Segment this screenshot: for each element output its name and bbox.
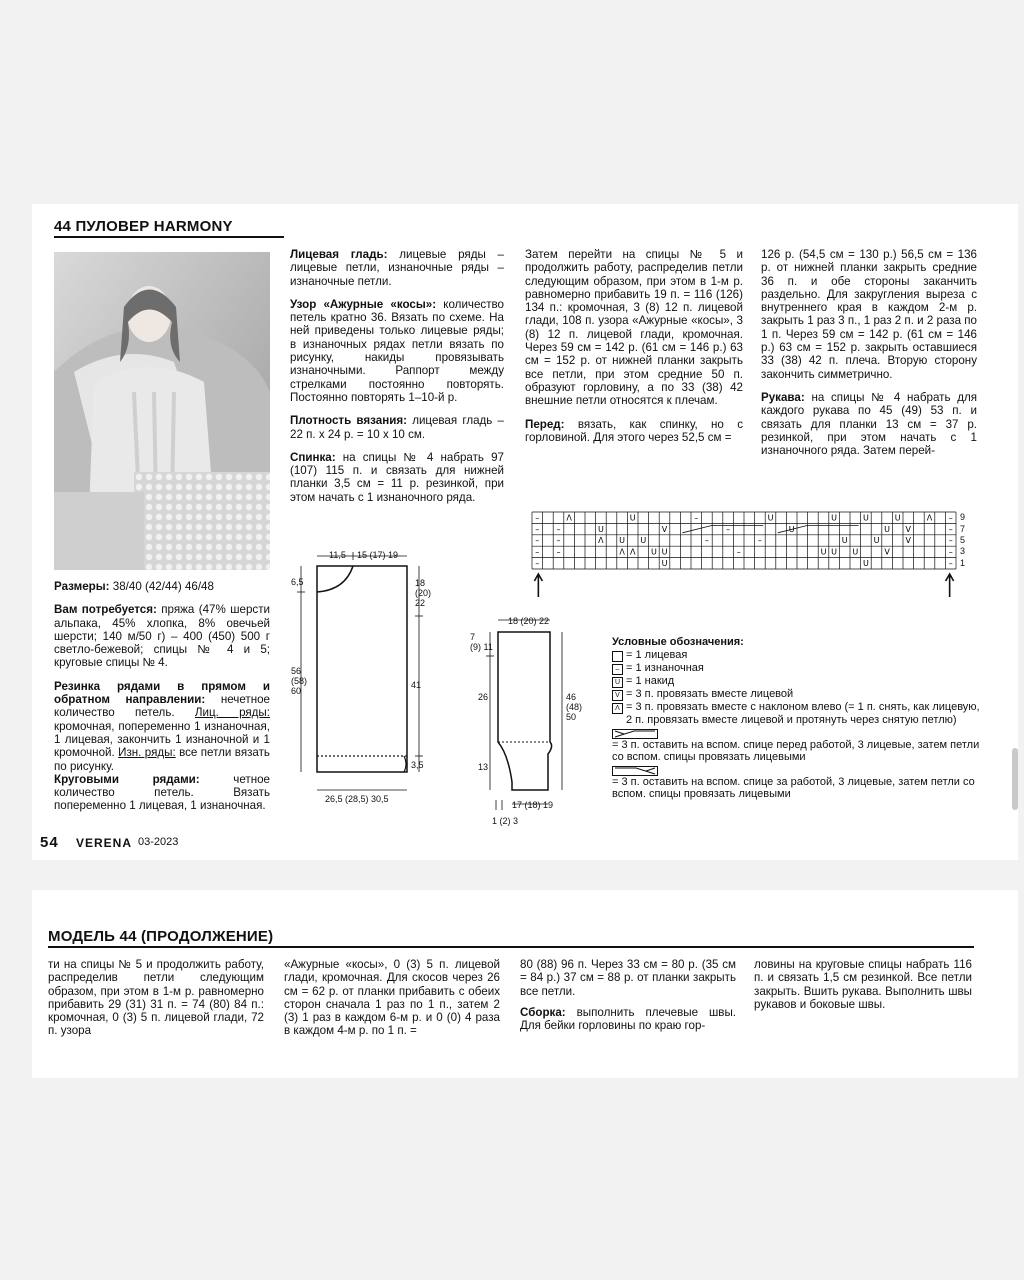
chart-stitch-symbol: – bbox=[704, 536, 709, 546]
back-left-total: 56 (58) 60 bbox=[291, 666, 308, 696]
chart-stitch-symbol: U bbox=[884, 524, 891, 534]
chart-stitch-symbol: – bbox=[535, 559, 540, 568]
chart-stitch-symbol: Λ bbox=[619, 547, 625, 557]
chart-stitch-symbol: U bbox=[862, 513, 869, 523]
back-top-left: 11,5 bbox=[329, 550, 346, 560]
cont-column-2: «Ажурные «косы», 0 (3) 5 п. лицевой глади, кромочная. Для скосов через 26 см = 62 р. от планки прибавить с обеих сторон сначала 1 раз по 1 п., затем 2 (3) 1 раз в каждом 6-м р. и 0 (0) 4 раза в каждом 4-м р. по 1 п. = bbox=[284, 958, 500, 1038]
legend-text: = 1 изнаночная bbox=[626, 661, 704, 674]
chart-stitch-symbol: – bbox=[948, 547, 953, 557]
chart-stitch-symbol: – bbox=[694, 513, 699, 523]
chart-stitch-symbol: U bbox=[640, 536, 647, 546]
issue-number: 03-2023 bbox=[138, 836, 179, 848]
chart-stitch-symbol: V bbox=[884, 547, 890, 557]
legend-symbol-icon: Λ bbox=[612, 703, 623, 714]
legend-cable-2: = 3 п. оставить на вспом. спице за работой, 3 лицевые, затем петли со вспом. спицы провязать лицевыми bbox=[612, 775, 975, 800]
assembly-label: Сборка: bbox=[520, 1005, 566, 1019]
chart-stitch-symbol: U bbox=[661, 559, 668, 568]
chart-stitch-symbol: V bbox=[661, 524, 668, 534]
legend bbox=[612, 636, 982, 801]
chart-stitch-symbol: Λ bbox=[598, 536, 604, 546]
model-photo bbox=[54, 252, 270, 570]
density-text: лицевая гладь – 22 п. х 24 р. = 10 х 10 см. bbox=[290, 414, 504, 441]
back-text: на спицы № 4 набрать 97 (107) 115 п. и связать для нижней планки 3,5 см = 11 р. резинкой, при этом начать с 1 изнаночного ряда. bbox=[290, 450, 504, 504]
scrollbar[interactable] bbox=[1012, 748, 1018, 810]
page-title: 44 ПУЛОВЕР HARMONY bbox=[54, 218, 233, 235]
cable-left-icon bbox=[612, 729, 658, 739]
chart-stitch-symbol: U bbox=[661, 547, 668, 557]
sizes-label: Размеры: bbox=[54, 580, 110, 593]
legend-title: Условные обозначения: bbox=[612, 636, 744, 648]
chart-row-1: 1 bbox=[960, 558, 966, 568]
chart-stitch-symbol: Λ bbox=[629, 547, 636, 557]
column-3 bbox=[525, 248, 743, 454]
back-neck-side: 6,5 bbox=[291, 577, 304, 587]
legend-text: = 3 п. провязать вместе с наклоном влево (= 1 п. снять, как лицевую, 2 п. провязать вместе лицевой и протянуть через снятую петлю) bbox=[626, 700, 980, 726]
chart-stitch-symbol: U bbox=[831, 547, 838, 557]
pattern-label: Узор «Ажурные «косы»: bbox=[290, 297, 437, 311]
density-label: Плотность вязания: bbox=[290, 414, 407, 428]
chart-stitch-symbol: – bbox=[556, 536, 561, 546]
sleeve-bottom-small: 1 (2) 3 bbox=[492, 816, 519, 826]
chart-stitch-symbol: Λ bbox=[926, 513, 933, 523]
chart-stitch-symbol: U bbox=[650, 547, 657, 557]
stockinette-label: Лицевая гладь: bbox=[290, 248, 388, 261]
back-bottom: 26,5 (28,5) 30,5 bbox=[325, 794, 389, 804]
sleeve-left-top: 7 (9) 11 bbox=[470, 632, 493, 652]
chart-grid bbox=[532, 512, 956, 569]
chart-stitch-symbol: U bbox=[597, 524, 604, 534]
continuation-rule bbox=[48, 946, 974, 948]
sleeve-right-total: 46 (48) 50 bbox=[566, 692, 583, 722]
back-schematic bbox=[287, 544, 437, 814]
page-number: 54 bbox=[40, 834, 59, 851]
chart-stitch-symbol: U bbox=[873, 536, 880, 546]
chart-stitch-symbol: – bbox=[556, 524, 561, 534]
legend-text: = 1 накид bbox=[626, 674, 675, 687]
chart-stitch-symbol: – bbox=[948, 536, 953, 546]
legend-symbol-icon: V bbox=[612, 690, 623, 701]
sleeve-label: Рукава: bbox=[761, 390, 805, 404]
magazine-name: VERENA bbox=[76, 836, 133, 850]
chart-stitch-symbol: U bbox=[820, 547, 827, 557]
stockinette-text: лицевые ряды – лицевые петли, изнаночные ряды – изнаночные петли. bbox=[290, 248, 504, 288]
legend-symbol-icon bbox=[612, 651, 623, 662]
legend-item bbox=[612, 649, 982, 662]
chart-row-3: 3 bbox=[960, 546, 966, 556]
chart-stitch-symbol: U bbox=[619, 536, 626, 546]
legend-item bbox=[612, 675, 982, 688]
magazine-page-2 bbox=[32, 890, 1018, 1078]
chart-stitch-symbol: – bbox=[556, 547, 561, 557]
back-right-upper: 18 (20) 22 bbox=[415, 578, 432, 608]
chart-stitch-symbol: U bbox=[767, 513, 774, 523]
continuation-title: МОДЕЛЬ 44 (ПРОДОЛЖЕНИЕ) bbox=[48, 928, 274, 945]
round-text: четное количество петель. Вязать попеременно 1 лицевая, 1 изнаночная. bbox=[54, 772, 270, 813]
chart-stitch-symbol: U bbox=[831, 513, 838, 523]
chart-stitch-symbol: U bbox=[894, 513, 901, 523]
sleeve-schematic bbox=[450, 604, 598, 829]
chart-stitch-symbol: – bbox=[736, 547, 741, 557]
chart-stitch-symbol: U bbox=[788, 524, 795, 534]
legend-item bbox=[612, 688, 982, 701]
chart-stitch-symbol: – bbox=[535, 536, 540, 546]
chart-stitch-symbol: – bbox=[948, 524, 953, 534]
rib-wrong-text: все петли вязать по рисунку. bbox=[54, 746, 270, 773]
col3-text: Затем перейти на спицы № 5 и продолжить работу, распределив петли следующим образом, при этом в 1-м р. равномерно прибавить 19 п. = 116 (126) 134 п.: кромочная, 3 (8) 12 п. лицевой глади, 108 п. узора «Ажурные «косы», 3 (8) 12 п. лицевой глади, кромочная. Через 59 см = 142 р. (61 см = 146 р.) 63 см = 152 р. от нижней планки закрыть все петли, при этом средние 50 п. образуют горловину, а по 33 (38) 42 внешние петли относятся к плечам. bbox=[525, 248, 743, 408]
back-right-mid: 41 bbox=[411, 680, 422, 690]
chart-stitch-symbol: U bbox=[862, 559, 869, 568]
column-4 bbox=[761, 248, 977, 467]
rib-label: Резинка рядами в прямом и обратном направлении: bbox=[54, 679, 270, 707]
legend-item bbox=[612, 701, 982, 727]
legend-items bbox=[612, 649, 982, 727]
materials-label: Вам потребуется: bbox=[54, 603, 157, 617]
front-label: Перед: bbox=[525, 417, 565, 431]
chart-stitch-symbol: – bbox=[948, 559, 953, 568]
rib-face-label: Лиц. ряды: bbox=[194, 706, 270, 720]
sleeve-top: 18 (20) 22 bbox=[508, 616, 550, 626]
legend-item bbox=[612, 662, 982, 675]
sleeve-cuff: 13 bbox=[478, 762, 489, 772]
chart-stitch-symbol: U bbox=[629, 513, 636, 523]
repeat-start-arrow-icon bbox=[534, 574, 542, 597]
cable-right-icon bbox=[612, 766, 658, 776]
rib-face-text: кромочная, попеременно 1 изнаночная, 1 лицевая, закончить 1 изнаночной и 1 кромочной. bbox=[54, 719, 270, 760]
rib-wrong-label: Изн. ряды: bbox=[118, 746, 176, 760]
assembly-text: выполнить плечевые швы. Для бейки горловины по краю гор- bbox=[520, 1005, 736, 1033]
chart-stitch-symbol: U bbox=[841, 536, 848, 546]
chart-stitch-symbol: U bbox=[852, 547, 859, 557]
chart-row-9: 9 bbox=[960, 512, 966, 522]
back-label: Спинка: bbox=[290, 450, 336, 464]
chart-stitch-symbol: – bbox=[948, 513, 953, 523]
chart-row-7: 7 bbox=[960, 524, 966, 534]
chart-stitch-symbol: – bbox=[535, 513, 540, 523]
chart-stitch-symbol: – bbox=[535, 547, 540, 557]
column-2 bbox=[290, 248, 504, 514]
chart-stitch-symbol: V bbox=[905, 524, 912, 534]
cont-column-3: 80 (88) 96 п. Через 33 см = 80 р. (35 см = 84 р.) 37 см = 88 р. от планки закрыть все петли. Сборка: выполнить плечевые швы. Для бейки горловины по краю гор- bbox=[520, 958, 736, 1033]
chart-stitch-symbol: V bbox=[905, 536, 912, 546]
magazine-page-1 bbox=[32, 204, 1018, 860]
sleeve-text: на спицы № 4 набрать для каждого рукава по 45 (49) 53 п. и связать для планки 13 см = 37 р. резинкой, при этом начать с 1 изнаночного ряда. Затем перей- bbox=[761, 390, 977, 458]
rib-text: нечетное количество петель. bbox=[54, 693, 270, 720]
sleeve-mid: 26 bbox=[478, 692, 489, 702]
materials-text: пряжа (47% шерсти альпака, 45% хлопка, 8% овечьей шерсти; 140 м/50 г) – 400 (450) 500 г светло-бежевой; спицы № 4 и 5; круговые спицы № 4. bbox=[54, 603, 270, 670]
column-1 bbox=[54, 580, 270, 813]
legend-symbol-icon: U bbox=[612, 677, 623, 688]
pattern-text: количество петель кратно 36. Вязать по схеме. На ней приведены только лицевые ряды; в изнаночных рядах петли вязать по рисунку, накиды провязывать изнаночными. Раппорт между стрелками постоянно повторять. Постоянно повторять 1–10-й р. bbox=[290, 297, 504, 404]
back-right-low: 3,5 bbox=[411, 760, 424, 770]
chart-row-5: 5 bbox=[960, 535, 966, 545]
back-top-right: 15 (17) 19 bbox=[357, 550, 399, 560]
knitting-chart bbox=[528, 508, 978, 604]
sizes-value: 38/40 (42/44) 46/48 bbox=[112, 580, 214, 593]
cont-column-4: ловины на круговые спицы набрать 116 п. и связать 1,5 см резинкой. Все петли закрыть. Вшить рукава. Выполнить швы рукавов и боковые швы. bbox=[754, 958, 972, 1011]
chart-stitch-symbol: – bbox=[757, 536, 762, 546]
round-label: Круговыми рядами: bbox=[54, 772, 200, 786]
col4-text: 126 р. (54,5 см = 130 р.) 56,5 см = 136 р. от нижней планки закрыть средние 36 п. и обе стороны заканчить раздельно. Для закругления выреза с внутреннего края в каждом 2-м р. закрыть 1 раз 3 п., 1 раз 2 п. и 2 раза по 1 п. Через 59 см = 142 р. (61 см = 146 р.) 63 см = 152 р. закрыть оставшиеся 33 (38) 42 п. плеча. Вторую сторону закончить симметрично. bbox=[761, 248, 977, 381]
repeat-end-arrow-icon bbox=[946, 574, 954, 597]
chart-stitch-symbol: – bbox=[726, 524, 731, 534]
cont-column-1: ти на спицы № 5 и продолжить работу, распределив петли следующим образом, при этом в 1-м р. равномерно прибавить 29 (31) 31 п. = 74 (80) 84 п.: кромочная, 0 (3) 5 п. лицевой глади, 72 п. узора bbox=[48, 958, 264, 1038]
title-rule bbox=[54, 236, 284, 238]
front-text: вязать, как спинку, но с горловиной. Для этого через 52,5 см = bbox=[525, 417, 743, 444]
chart-stitch-symbol: Λ bbox=[566, 513, 572, 523]
sleeve-bottom: 17 (18) 19 bbox=[512, 800, 554, 810]
legend-symbol-icon: – bbox=[612, 664, 623, 675]
legend-text: = 1 лицевая bbox=[626, 648, 688, 661]
legend-text: = 3 п. провязать вместе лицевой bbox=[626, 687, 794, 700]
legend-cable-1: = 3 п. оставить на вспом. спице перед работой, 3 лицевые, затем петли со вспом. спицы провязать лицевыми bbox=[612, 738, 980, 763]
chart-stitch-symbol: – bbox=[535, 524, 540, 534]
